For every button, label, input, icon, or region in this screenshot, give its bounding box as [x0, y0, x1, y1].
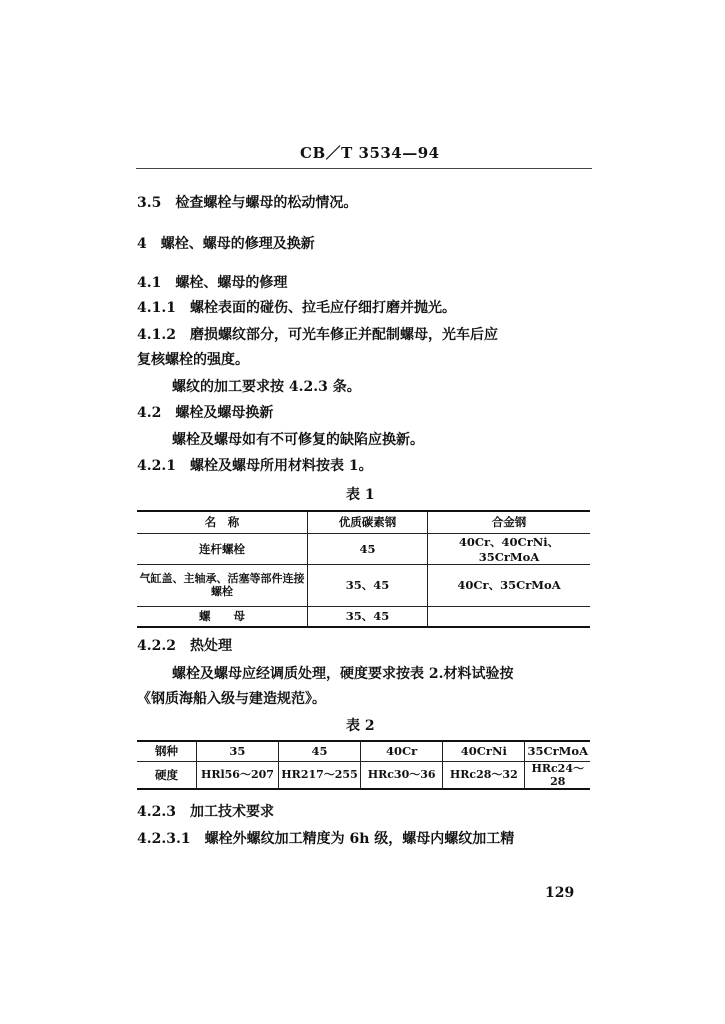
clause-text: 复核螺栓的强度。	[137, 352, 249, 368]
clause-number: 4.1.1	[137, 300, 176, 316]
clause-4-2-body	[172, 429, 424, 449]
clause-text: 加工技术要求	[189, 804, 274, 820]
table-header-cell: 40CrNi	[443, 741, 525, 761]
clause-text: 螺栓及螺母换新	[175, 405, 274, 421]
table-cell: 40Cr、40CrNi、35CrMoA	[428, 533, 591, 564]
table2-caption: 表 2	[346, 718, 375, 734]
clause-text: 螺栓及螺母应经调质处理，硬度要求按表 2.材料试验按	[172, 666, 514, 682]
standard-header: CB／T 3534—94	[300, 144, 440, 162]
table-cell: HRc24～28	[525, 761, 590, 789]
clause-text: 螺栓及螺母所用材料按表 1。	[189, 458, 373, 474]
table-cell: 40Cr、35CrMoA	[428, 564, 591, 606]
clause-number: 4.2.3.1	[137, 831, 191, 847]
table-2	[137, 740, 590, 790]
table-row	[137, 533, 590, 564]
table-cell: 螺 母	[137, 606, 308, 627]
table-1	[137, 510, 590, 628]
table-header-cell: 优质碳素钢	[308, 511, 428, 533]
clause-4-1-2-note	[172, 376, 361, 396]
clause-4-2-1	[137, 455, 373, 475]
clause-4-2-3-1	[137, 828, 514, 848]
table-header-cell: 合金钢	[428, 511, 591, 533]
header-rule	[136, 168, 592, 169]
clause-text: 螺栓及螺母如有不可修复的缺陷应换新。	[172, 432, 424, 448]
clause-4-1-2-cont	[137, 349, 249, 369]
clause-number: 4	[137, 236, 147, 252]
table-header-cell: 40Cr	[361, 741, 443, 761]
clause-4-1-2	[137, 324, 498, 344]
clause-number: 4.1.2	[137, 327, 176, 343]
clause-4-2	[137, 402, 273, 422]
clause-text: 螺栓、螺母的修理及换新	[160, 236, 315, 252]
clause-number: 4.2.3	[137, 804, 176, 820]
clause-4-2-2-cont	[137, 688, 326, 708]
table-header-cell: 45	[278, 741, 360, 761]
clause-4-2-2	[137, 635, 232, 655]
clause-text: 螺栓、螺母的修理	[175, 275, 288, 291]
table-row	[137, 564, 590, 606]
clause-text: 热处理	[189, 638, 232, 654]
page-number: 129	[545, 885, 575, 901]
table-header-cell: 35CrMoA	[525, 741, 590, 761]
clause-text: 《钢质海船入级与建造规范》。	[137, 691, 326, 707]
clause-4-1-1	[137, 297, 456, 317]
table-cell	[428, 606, 591, 627]
table-cell: HRl56～207	[196, 761, 278, 789]
clause-4-1	[137, 272, 287, 292]
table-row	[137, 761, 590, 789]
clause-text: 检查螺栓与螺母的松动情况。	[175, 195, 358, 211]
clause-number: 4.1	[137, 275, 162, 291]
clause-4-2-2-body	[172, 663, 514, 683]
clause-4	[137, 233, 315, 253]
clause-text: 磨损螺纹部分，可光车修正并配制螺母，光车后应	[189, 327, 498, 343]
clause-text: 螺栓外螺纹加工精度为 6h 级，螺母内螺纹加工精	[204, 831, 515, 847]
table-cell: HRc28～32	[443, 761, 525, 789]
table-cell: 硬度	[137, 761, 196, 789]
table-header-cell: 35	[196, 741, 278, 761]
clause-number: 4.2.1	[137, 458, 176, 474]
table-header-cell: 名 称	[137, 511, 308, 533]
table-cell: HRc30～36	[361, 761, 443, 789]
clause-text: 螺栓表面的碰伤、拉毛应仔细打磨并抛光。	[189, 300, 456, 316]
table-cell: 35、45	[308, 564, 428, 606]
table-cell: HR217～255	[278, 761, 360, 789]
clause-4-2-3	[137, 801, 274, 821]
clause-text: 螺纹的加工要求按 4.2.3 条。	[172, 379, 361, 395]
table1-caption: 表 1	[346, 487, 375, 503]
table-cell: 45	[308, 533, 428, 564]
clause-3-5	[137, 192, 357, 212]
table-row	[137, 606, 590, 627]
table-cell: 气缸盖、主轴承、活塞等部件连接螺栓	[137, 564, 308, 606]
table-header-row	[137, 741, 590, 761]
table-header-cell: 钢种	[137, 741, 196, 761]
table-cell: 35、45	[308, 606, 428, 627]
table-header-row	[137, 511, 590, 533]
table-cell: 连杆螺栓	[137, 533, 308, 564]
clause-number: 4.2.2	[137, 638, 176, 654]
clause-number: 4.2	[137, 405, 162, 421]
clause-number: 3.5	[137, 195, 162, 211]
